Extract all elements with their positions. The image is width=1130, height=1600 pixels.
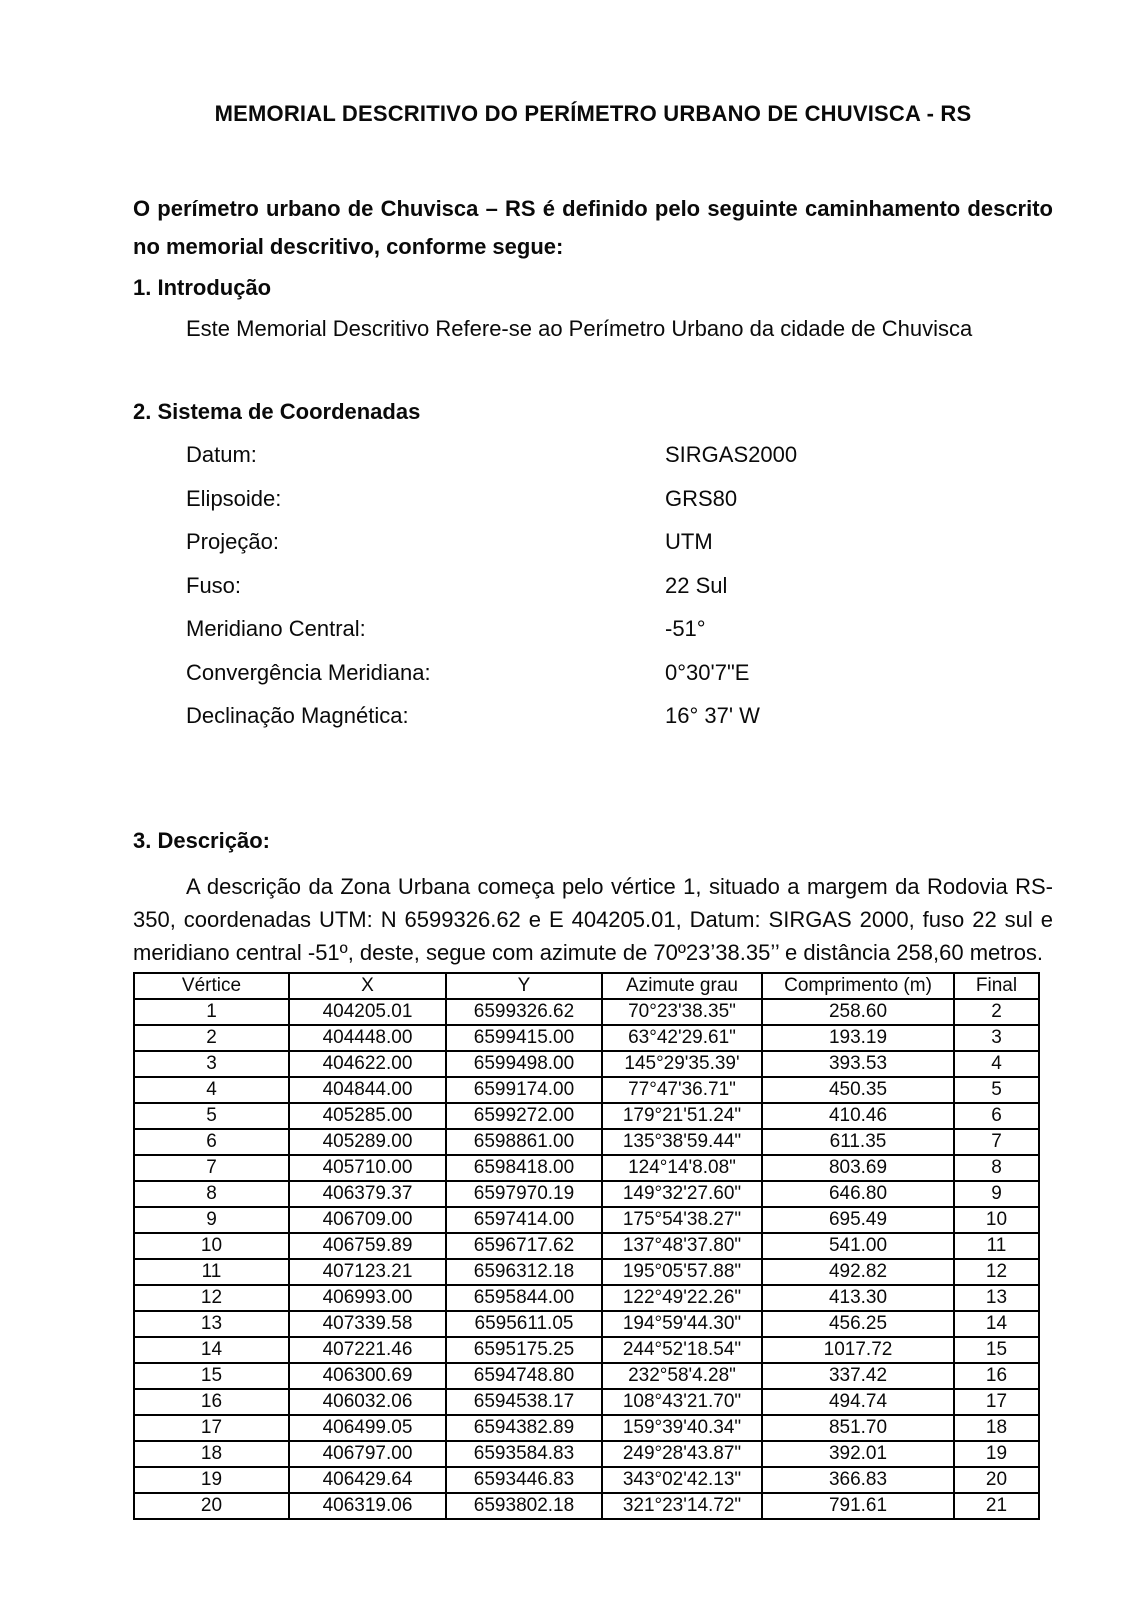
table-cell: 1 [134, 999, 289, 1025]
table-cell: 159°39'40.34" [602, 1415, 762, 1441]
coord-value: UTM [665, 529, 713, 554]
table-row [134, 1129, 1039, 1155]
table-cell: 6598418.00 [446, 1155, 602, 1181]
table-cell: 406797.00 [289, 1441, 446, 1467]
table-cell: 6595175.25 [446, 1337, 602, 1363]
table-cell: 6597414.00 [446, 1207, 602, 1233]
table-cell: 3 [134, 1051, 289, 1077]
section-3-heading: 3. Descrição: [133, 827, 270, 853]
table-cell: 456.25 [762, 1311, 954, 1337]
table-cell: 20 [134, 1493, 289, 1519]
table-row [134, 1493, 1039, 1519]
table-cell: 6593802.18 [446, 1493, 602, 1519]
table-cell: 258.60 [762, 999, 954, 1025]
table-cell: 393.53 [762, 1051, 954, 1077]
table-cell: 15 [954, 1337, 1039, 1363]
table-cell: 450.35 [762, 1077, 954, 1103]
table-cell: 410.46 [762, 1103, 954, 1129]
table-cell: 11 [954, 1233, 1039, 1259]
table-row [134, 1259, 1039, 1285]
coord-item [133, 442, 1053, 486]
coord-label: Meridiano Central: [186, 616, 366, 641]
table-cell: 6 [134, 1129, 289, 1155]
table-cell: 404448.00 [289, 1025, 446, 1051]
table-row [134, 1467, 1039, 1493]
table-cell: 6599326.62 [446, 999, 602, 1025]
table-cell: 20 [954, 1467, 1039, 1493]
table-cell: 124°14'8.08" [602, 1155, 762, 1181]
table-cell: 17 [134, 1415, 289, 1441]
table-cell: 17 [954, 1389, 1039, 1415]
table-cell: 2 [954, 999, 1039, 1025]
table-cell: 19 [134, 1467, 289, 1493]
table-cell: 8 [134, 1181, 289, 1207]
table-cell: 6599272.00 [446, 1103, 602, 1129]
table-cell: 406032.06 [289, 1389, 446, 1415]
table-cell: 63°42'29.61" [602, 1025, 762, 1051]
table-cell: 6594538.17 [446, 1389, 602, 1415]
table-cell: 149°32'27.60" [602, 1181, 762, 1207]
table-cell: 407123.21 [289, 1259, 446, 1285]
table-header-row [134, 973, 1039, 999]
table-cell: 6 [954, 1103, 1039, 1129]
column-header: Vértice [134, 973, 289, 999]
table-cell: 179°21'51.24" [602, 1103, 762, 1129]
table-cell: 14 [134, 1337, 289, 1363]
coord-item [133, 703, 1053, 747]
table-cell: 406709.00 [289, 1207, 446, 1233]
table-cell: 406499.05 [289, 1415, 446, 1441]
table-cell: 11 [134, 1259, 289, 1285]
table-cell: 404205.01 [289, 999, 446, 1025]
table-cell: 6598861.00 [446, 1129, 602, 1155]
table-cell: 406993.00 [289, 1285, 446, 1311]
table-cell: 19 [954, 1441, 1039, 1467]
table-row [134, 1025, 1039, 1051]
table-cell: 5 [134, 1103, 289, 1129]
table-cell: 611.35 [762, 1129, 954, 1155]
table-cell: 4 [134, 1077, 289, 1103]
section-1-body: Este Memorial Descritivo Refere-se ao Perímetro Urbano da cidade de Chuvisca [186, 316, 973, 341]
table-cell: 406300.69 [289, 1363, 446, 1389]
table-row [134, 1155, 1039, 1181]
table-cell: 5 [954, 1077, 1039, 1103]
table-cell: 405285.00 [289, 1103, 446, 1129]
table-cell: 12 [954, 1259, 1039, 1285]
table-cell: 10 [954, 1207, 1039, 1233]
section-2-heading: 2. Sistema de Coordenadas [133, 399, 421, 424]
table-cell: 413.30 [762, 1285, 954, 1311]
column-header: Final [954, 973, 1039, 999]
table-cell: 791.61 [762, 1493, 954, 1519]
table-cell: 77°47'36.71" [602, 1077, 762, 1103]
table-cell: 406319.06 [289, 1493, 446, 1519]
table-cell: 404844.00 [289, 1077, 446, 1103]
table-row [134, 1285, 1039, 1311]
coord-item [133, 616, 1053, 660]
table-cell: 194°59'44.30" [602, 1311, 762, 1337]
table-cell: 195°05'57.88" [602, 1259, 762, 1285]
table-cell: 7 [954, 1129, 1039, 1155]
coord-label: Datum: [186, 442, 257, 467]
table-cell: 6593446.83 [446, 1467, 602, 1493]
table-cell: 6599498.00 [446, 1051, 602, 1077]
table-cell: 6599415.00 [446, 1025, 602, 1051]
table-cell: 4 [954, 1051, 1039, 1077]
coord-label: Declinação Magnética: [186, 703, 409, 728]
table-cell: 18 [134, 1441, 289, 1467]
table-row [134, 1103, 1039, 1129]
table-row [134, 1181, 1039, 1207]
table-cell: 16 [954, 1363, 1039, 1389]
table-cell: 15 [134, 1363, 289, 1389]
coord-value: GRS80 [665, 485, 738, 511]
table-cell: 646.80 [762, 1181, 954, 1207]
table-cell: 193.19 [762, 1025, 954, 1051]
table-cell: 6593584.83 [446, 1441, 602, 1467]
section-3-body: A descrição da Zona Urbana começa pelo vértice 1, situado a margem da Rodovia RS-350, coordenadas UTM: N 6599326.62 e E 404205.01, Datum: SIRGAS 2000, fuso 22 sul e meridiano central -51º, deste, segue com azimute de 70º23’38.35’’ e distância 258,60 metros. [133, 873, 1053, 965]
coord-value: -51° [665, 616, 706, 641]
table-cell: 337.42 [762, 1363, 954, 1389]
table-cell: 7 [134, 1155, 289, 1181]
table-cell: 244°52'18.54" [602, 1337, 762, 1363]
table-row [134, 1233, 1039, 1259]
table-cell: 494.74 [762, 1389, 954, 1415]
coord-value: 22 Sul [665, 572, 728, 598]
table-cell: 407221.46 [289, 1337, 446, 1363]
table-cell: 321°23'14.72" [602, 1493, 762, 1519]
table-cell: 70°23'38.35" [602, 999, 762, 1025]
table-cell: 406429.64 [289, 1467, 446, 1493]
table-cell: 6594382.89 [446, 1415, 602, 1441]
table-row [134, 1415, 1039, 1441]
table-cell: 13 [134, 1311, 289, 1337]
table-cell: 232°58'4.28" [602, 1363, 762, 1389]
coordinate-system-list [133, 442, 1053, 747]
table-cell: 108°43'21.70" [602, 1389, 762, 1415]
table-cell: 6594748.80 [446, 1363, 602, 1389]
table-cell: 6595844.00 [446, 1285, 602, 1311]
table-cell: 14 [954, 1311, 1039, 1337]
coord-value: 16° 37' W [665, 703, 760, 728]
coord-value: 0°30'7"E [665, 659, 750, 685]
table-cell: 9 [954, 1181, 1039, 1207]
table-row [134, 1337, 1039, 1363]
coord-label: Projeção: [186, 529, 279, 554]
table-cell: 392.01 [762, 1441, 954, 1467]
table-cell: 803.69 [762, 1155, 954, 1181]
table-cell: 406759.89 [289, 1233, 446, 1259]
coord-item [133, 660, 1053, 704]
table-cell: 12 [134, 1285, 289, 1311]
coord-label: Elipsoide: [186, 485, 282, 511]
table-row [134, 999, 1039, 1025]
table-row [134, 1363, 1039, 1389]
table-cell: 21 [954, 1493, 1039, 1519]
table-row [134, 1389, 1039, 1415]
table-body [134, 999, 1039, 1519]
table-cell: 145°29'35.39' [602, 1051, 762, 1077]
column-header: X [289, 973, 446, 999]
table-cell: 8 [954, 1155, 1039, 1181]
table-cell: 6599174.00 [446, 1077, 602, 1103]
table-cell: 366.83 [762, 1467, 954, 1493]
table-row [134, 1311, 1039, 1337]
table-cell: 404622.00 [289, 1051, 446, 1077]
table-cell: 18 [954, 1415, 1039, 1441]
table-cell: 249°28'43.87" [602, 1441, 762, 1467]
document-title: MEMORIAL DESCRITIVO DO PERÍMETRO URBANO DE CHUVISCA - RS [214, 101, 972, 126]
table-cell: 6596312.18 [446, 1259, 602, 1285]
table-cell: 10 [134, 1233, 289, 1259]
table-cell: 2 [134, 1025, 289, 1051]
table-cell: 137°48'37.80" [602, 1233, 762, 1259]
table-cell: 9 [134, 1207, 289, 1233]
vertices-table [133, 972, 1040, 1520]
table-cell: 6597970.19 [446, 1181, 602, 1207]
column-header: Comprimento (m) [762, 973, 954, 999]
coord-item [133, 529, 1053, 573]
table-cell: 541.00 [762, 1233, 954, 1259]
table-cell: 13 [954, 1285, 1039, 1311]
column-header: Y [446, 973, 602, 999]
coord-item [133, 486, 1053, 530]
table-cell: 6596717.62 [446, 1233, 602, 1259]
coord-item [133, 573, 1053, 617]
table-row [134, 1077, 1039, 1103]
table-cell: 1017.72 [762, 1337, 954, 1363]
table-cell: 851.70 [762, 1415, 954, 1441]
table-cell: 405289.00 [289, 1129, 446, 1155]
table-cell: 3 [954, 1025, 1039, 1051]
table-cell: 407339.58 [289, 1311, 446, 1337]
table-row [134, 1207, 1039, 1233]
table-cell: 492.82 [762, 1259, 954, 1285]
coord-label: Fuso: [186, 572, 242, 598]
table-cell: 343°02'42.13" [602, 1467, 762, 1493]
table-cell: 405710.00 [289, 1155, 446, 1181]
table-cell: 135°38'59.44" [602, 1129, 762, 1155]
table-row [134, 1051, 1039, 1077]
table-cell: 695.49 [762, 1207, 954, 1233]
section-1-heading: 1. Introdução [133, 275, 272, 300]
table-cell: 406379.37 [289, 1181, 446, 1207]
coord-value: SIRGAS2000 [665, 442, 798, 467]
coord-label: Convergência Meridiana: [186, 659, 431, 685]
table-cell: 122°49'22.26" [602, 1285, 762, 1311]
table-cell: 175°54'38.27" [602, 1207, 762, 1233]
column-header: Azimute grau [602, 973, 762, 999]
table-cell: 16 [134, 1389, 289, 1415]
table-row [134, 1441, 1039, 1467]
intro-paragraph: O perímetro urbano de Chuvisca – RS é definido pelo seguinte caminhamento descrito no memorial descritivo, conforme segue: [133, 196, 1053, 259]
table-cell: 6595611.05 [446, 1311, 602, 1337]
